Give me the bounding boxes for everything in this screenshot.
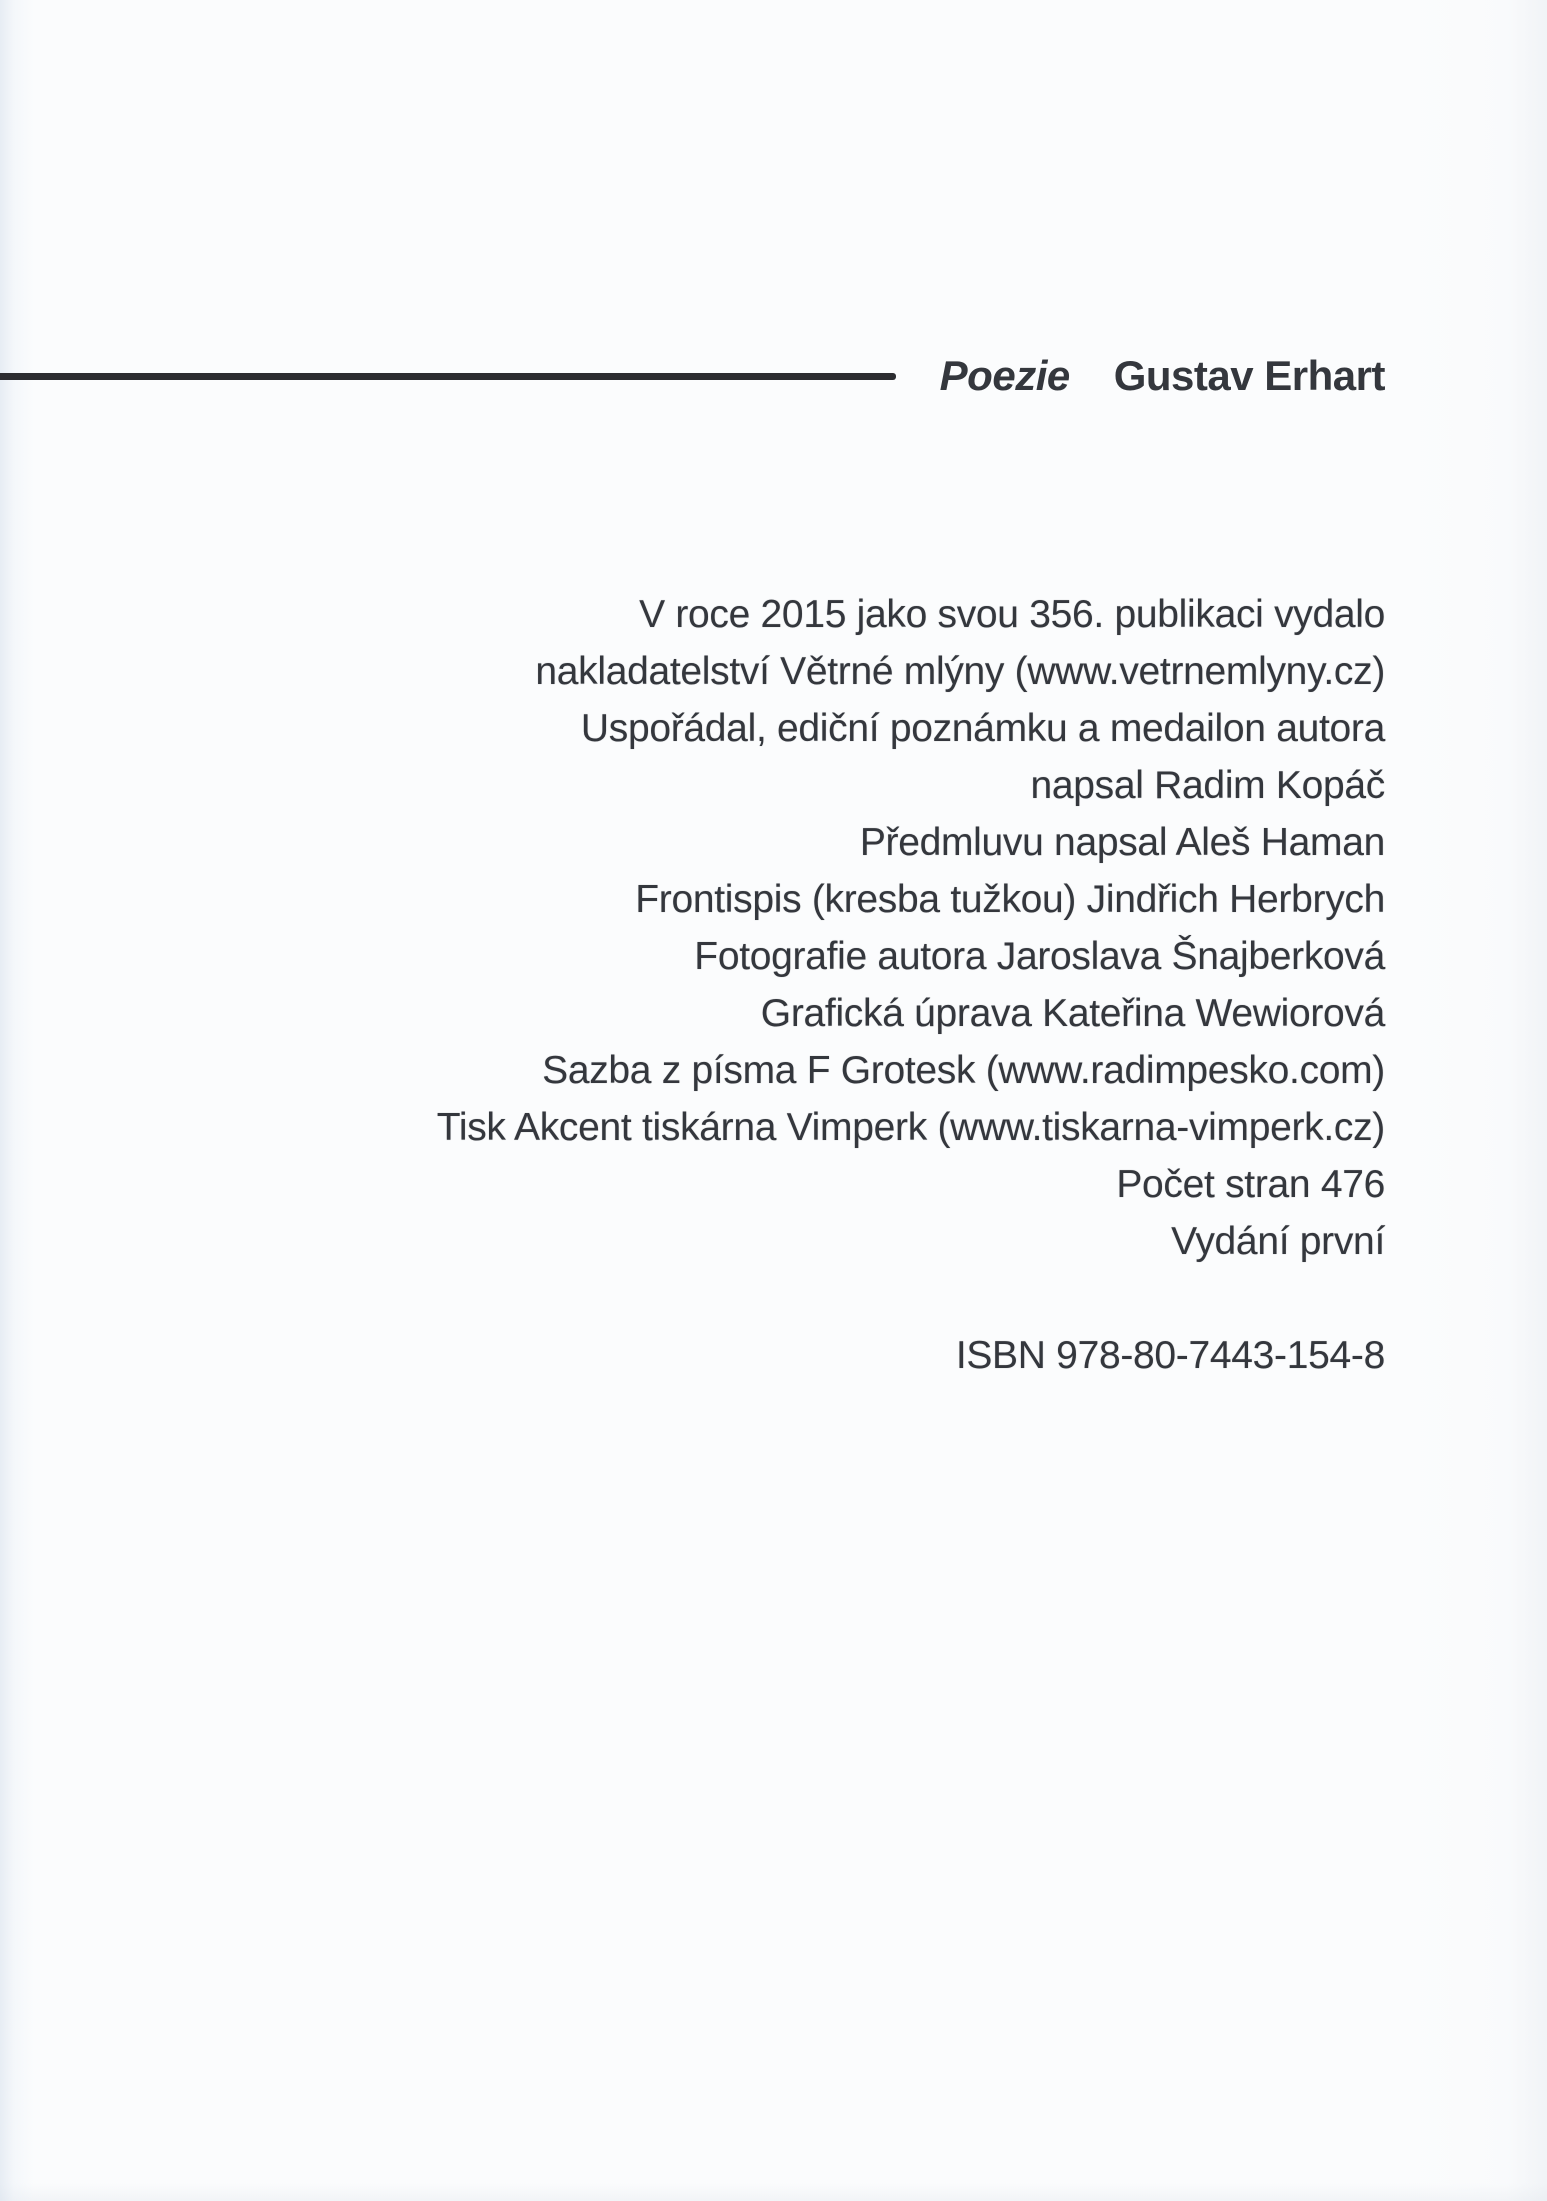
colophon-line: V roce 2015 jako svou 356. publikaci vydalo — [639, 593, 1385, 636]
colophon-line: Vydání první — [1171, 1220, 1385, 1263]
header-rule — [0, 373, 896, 380]
colophon-line: Grafická úprava Kateřina Wewiorová — [760, 992, 1385, 1035]
colophon-line: Předmluvu napsal Aleš Haman — [859, 821, 1385, 864]
colophon-line: Fotografie autora Jaroslava Šnajberková — [694, 935, 1385, 978]
colophon-line: Počet stran 476 — [1116, 1163, 1385, 1206]
isbn-line: ISBN 978-80-7443-154-8 — [955, 1334, 1385, 1377]
colophon-line: nakladatelství Větrné mlýny (www.vetrnemlyny.cz) — [535, 650, 1385, 693]
series-label: Poezie — [939, 352, 1070, 399]
page-header — [0, 352, 1385, 400]
colophon-line: napsal Radim Kopáč — [1030, 764, 1385, 807]
colophon-line: Frontispis (kresba tužkou) Jindřich Herbrych — [635, 878, 1385, 921]
colophon-line: Uspořádal, ediční poznámku a medailon autora — [580, 707, 1385, 750]
colophon-line: Tisk Akcent tiskárna Vimperk (www.tiskarna-vimperk.cz) — [436, 1106, 1385, 1149]
author-name: Gustav Erhart — [1113, 352, 1385, 399]
colophon-line: Sazba z písma F Grotesk (www.radimpesko.com) — [542, 1049, 1385, 1092]
colophon-block — [200, 586, 1385, 1384]
